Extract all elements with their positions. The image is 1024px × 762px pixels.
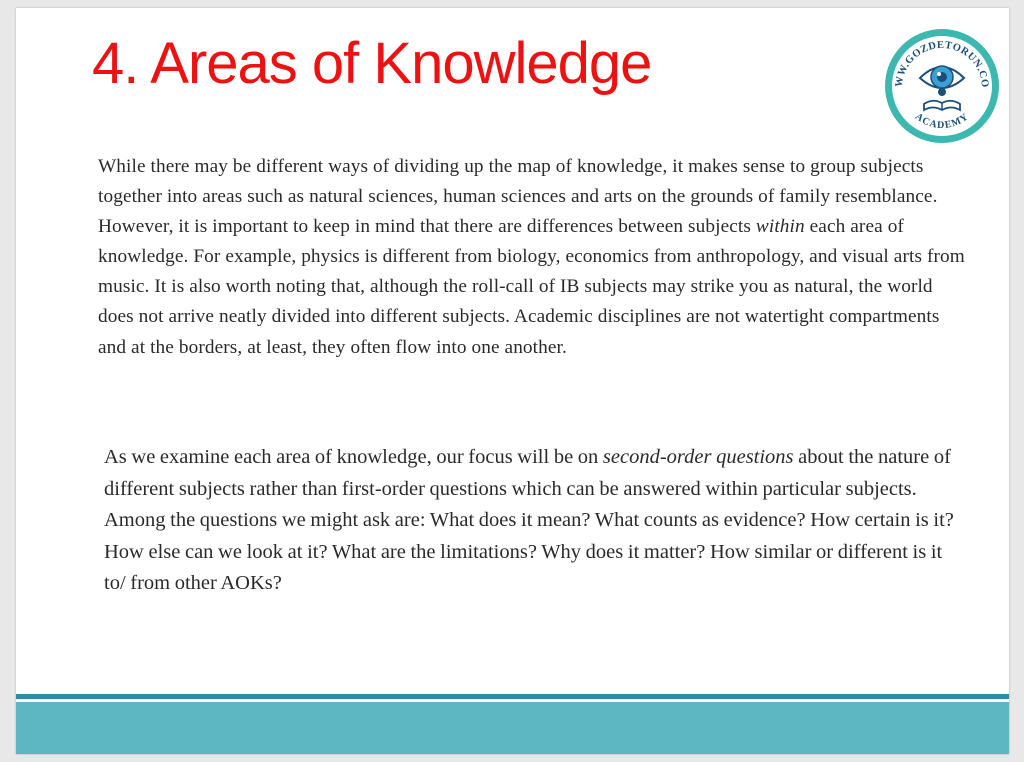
paragraph2-text-start: As we examine each area of knowledge, our focus will be on	[104, 446, 603, 468]
logo-top-text: WW.GOZDETORUN.CO	[893, 39, 991, 89]
logo-bottom-text: ACADEMY	[912, 111, 972, 132]
paragraph1-emphasis: within	[755, 216, 805, 238]
paragraph-family-resemblance	[98, 152, 968, 363]
academy-logo	[882, 26, 1002, 146]
paragraph-second-order-questions	[104, 442, 964, 600]
academy-logo-graphic	[882, 26, 1002, 146]
paragraph2-emphasis: second-order questions	[602, 446, 794, 468]
slide	[16, 8, 1009, 754]
footer-accent-line	[16, 694, 1009, 699]
paragraph1-text-start: While there may be different ways of dividing up the map of knowledge, it makes sense to group subjects together into areas such as natural sciences, human sciences and arts on the grounds of family resemblance. However, it is important to keep in mind that there are differences between subjects	[98, 156, 938, 238]
paragraph2-text-end: about the nature of different subjects rather than first-order questions which can be answered within particular subjects. Among the questions we might ask are: What does it mean? What counts as evidence? How certain is it? How else can we look at it? What are the limitations? Why does it matter? How similar or different is it to/ from other AOKs?	[104, 446, 954, 595]
paragraph1-text-end: each area of knowledge. For example, physics is different from biology, economics from anthropology, and visual arts from music. It is also worth noting that, although the roll-call of IB subjects may strike you as natural, the world does not arrive neatly divided into different subjects. Academic disciplines are not watertight compartments and at the borders, at least, they often flow into one another.	[98, 216, 965, 358]
footer-band	[16, 702, 1009, 754]
slide-title: 4. Areas of Knowledge	[92, 31, 652, 96]
